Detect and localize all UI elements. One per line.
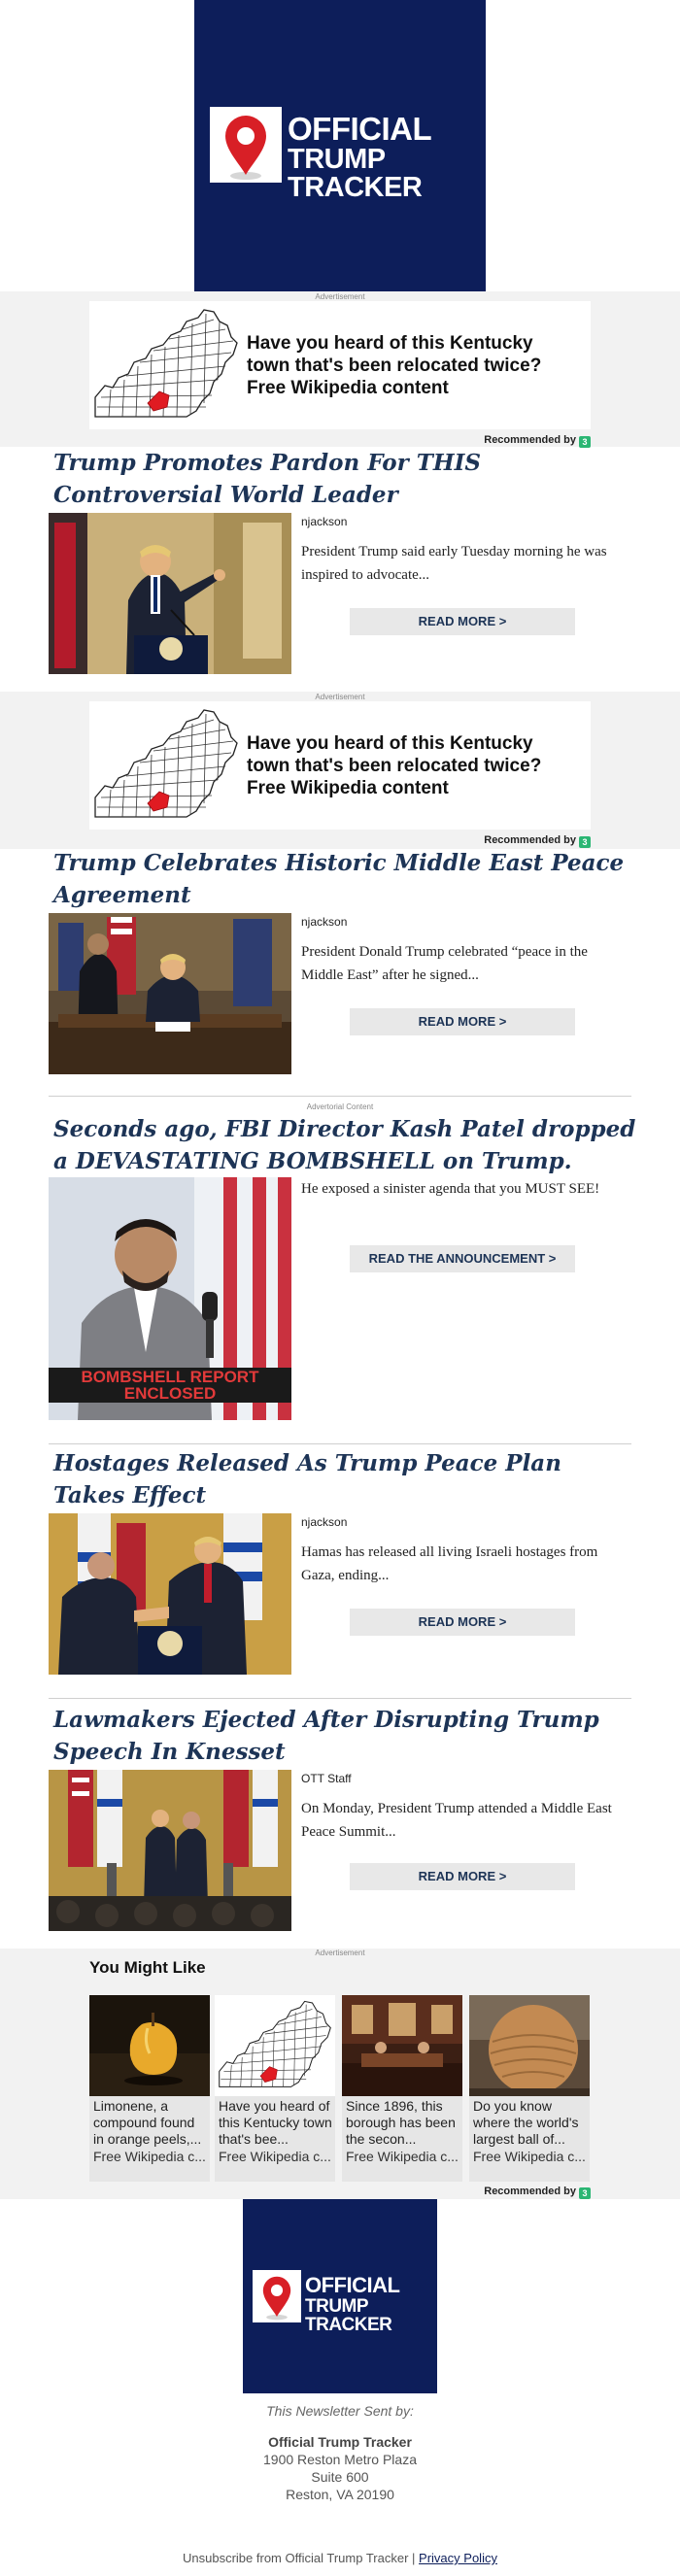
- read-more-button[interactable]: READ MORE >: [350, 1863, 575, 1890]
- section-divider: [49, 1698, 631, 1699]
- privacy-policy-link[interactable]: Privacy Policy: [419, 2551, 497, 2565]
- recommendation-card[interactable]: [342, 1995, 462, 2182]
- article-image[interactable]: [49, 913, 291, 1074]
- recommender-logo-icon: 3: [579, 2187, 591, 2199]
- recommended-by[interactable]: [484, 2186, 591, 2199]
- address-line-1: 1900 Reston Metro Plaza: [263, 2452, 417, 2467]
- location-pin-icon: [210, 107, 282, 183]
- article-image[interactable]: [49, 1513, 291, 1675]
- recommender-logo-icon: 3: [579, 436, 591, 448]
- address-city: Reston, VA 20190: [286, 2487, 394, 2502]
- address-line-2: Suite 600: [311, 2469, 369, 2485]
- ad-text: Have you heard of this Kentucky town that's been relocated twice? Free Wikipedia content: [247, 733, 542, 798]
- read-more-button[interactable]: READ MORE >: [350, 1008, 575, 1035]
- ad-label: Advertisement: [315, 1949, 365, 1957]
- recommendation-title: Do you know where the world's largest ball of...: [473, 2098, 579, 2147]
- recommendation-card[interactable]: [215, 1995, 335, 2182]
- recommendation-title: Since 1896, this borough has been the secon...: [346, 2098, 456, 2147]
- article-image[interactable]: [49, 513, 291, 674]
- advertorial-label: Advertorial Content: [306, 1102, 374, 1111]
- ad-label: Advertisement: [315, 292, 365, 301]
- recommendation-title: Limonene, a compound found in orange peels,...: [93, 2098, 202, 2147]
- recommendation-card[interactable]: [89, 1995, 210, 2182]
- recommendation-image: [215, 1995, 335, 2096]
- sponsored-summary: He exposed a sinister agenda that you MUST SEE!: [301, 1181, 600, 1197]
- location-pin-icon: [253, 2270, 301, 2322]
- article-author: OTT Staff: [301, 1772, 352, 1785]
- recommended-label: Recommended by: [484, 834, 576, 846]
- recommendation-title: Have you heard of this Kentucky town that's bee...: [219, 2098, 332, 2147]
- sponsored-headline[interactable]: Seconds ago, FBI Director Kash Patel dropped a DEVASTATING BOMBSHELL on Trump.: [53, 1116, 636, 1174]
- article-author: njackson: [301, 515, 348, 528]
- ad-label: Advertisement: [315, 693, 365, 701]
- article-summary: On Monday, President Trump attended a Middle East Peace Summit...: [301, 1801, 612, 1840]
- read-more-button[interactable]: READ MORE >: [350, 608, 575, 635]
- company-name: Official Trump Tracker: [268, 2434, 412, 2450]
- article-headline[interactable]: Trump Promotes Pardon For THIS Controversial World Leader: [53, 450, 481, 508]
- recommendation-source: Free Wikipedia c...: [473, 2149, 586, 2164]
- recommendation-image: [89, 1995, 210, 2096]
- recommended-label: Recommended by: [484, 434, 576, 446]
- recommender-logo-icon: 3: [579, 836, 591, 848]
- logo-line-2: TRUMP TRACKER: [288, 144, 423, 203]
- link-separator: |: [412, 2551, 416, 2565]
- pin-icon-box: [210, 107, 282, 183]
- article-headline[interactable]: Lawmakers Ejected After Disrupting Trump Speech In Knesset: [53, 1707, 599, 1765]
- article-image[interactable]: [49, 1770, 291, 1931]
- ad-card-1[interactable]: [89, 301, 591, 429]
- footer-links: [0, 2551, 680, 2565]
- article-summary: President Trump said early Tuesday morning he was inspired to advocate...: [301, 544, 607, 583]
- read-announcement-button[interactable]: READ THE ANNOUNCEMENT >: [350, 1245, 575, 1272]
- ad-card-2[interactable]: [89, 701, 591, 830]
- article-headline[interactable]: Trump Celebrates Historic Middle East Peace Agreement: [53, 850, 625, 908]
- section-divider: [49, 1443, 631, 1444]
- section-divider: [49, 1096, 631, 1097]
- sponsored-image[interactable]: [49, 1177, 291, 1420]
- recommendation-card[interactable]: [469, 1995, 590, 2182]
- pin-icon-box: [253, 2270, 301, 2322]
- unsubscribe-link[interactable]: Unsubscribe from Official Trump Tracker: [183, 2551, 409, 2565]
- banner-text-1: BOMBSHELL REPORT: [81, 1368, 259, 1386]
- recommended-by[interactable]: [484, 434, 591, 448]
- header-logo[interactable]: [194, 0, 486, 291]
- logo-line-1: OFFICIAL: [305, 2273, 400, 2297]
- logo-line-2: TRUMP TRACKER: [305, 2296, 392, 2335]
- article-headline[interactable]: Hostages Released As Trump Peace Plan Takes Effect: [53, 1450, 561, 1508]
- recommendation-source: Free Wikipedia c...: [346, 2149, 459, 2164]
- banner-text-2: ENCLOSED: [123, 1384, 217, 1403]
- article-author: njackson: [301, 1515, 348, 1529]
- you-might-like-title: You Might Like: [89, 1958, 206, 1977]
- logo-line-1: OFFICIAL: [288, 111, 432, 147]
- recommendation-source: Free Wikipedia c...: [219, 2149, 331, 2164]
- article-summary: Hamas has released all living Israeli hostages from Gaza, ending...: [301, 1544, 598, 1583]
- ad-text: Have you heard of this Kentucky town that's been relocated twice? Free Wikipedia content: [247, 333, 542, 398]
- footer-logo[interactable]: [243, 2199, 437, 2393]
- recommendation-image: [342, 1995, 462, 2096]
- recommendation-source: Free Wikipedia c...: [93, 2149, 206, 2164]
- kentucky-map-image: [89, 701, 243, 830]
- article-summary: President Donald Trump celebrated “peace in the Middle East” after he signed...: [301, 944, 588, 983]
- sent-by-label: This Newsletter Sent by:: [266, 2403, 414, 2419]
- recommendation-image: [469, 1995, 590, 2096]
- kentucky-map-image: [89, 301, 243, 429]
- read-more-button[interactable]: READ MORE >: [350, 1609, 575, 1636]
- article-author: njackson: [301, 915, 348, 929]
- recommended-label: Recommended by: [484, 2186, 576, 2197]
- recommended-by[interactable]: [484, 834, 591, 848]
